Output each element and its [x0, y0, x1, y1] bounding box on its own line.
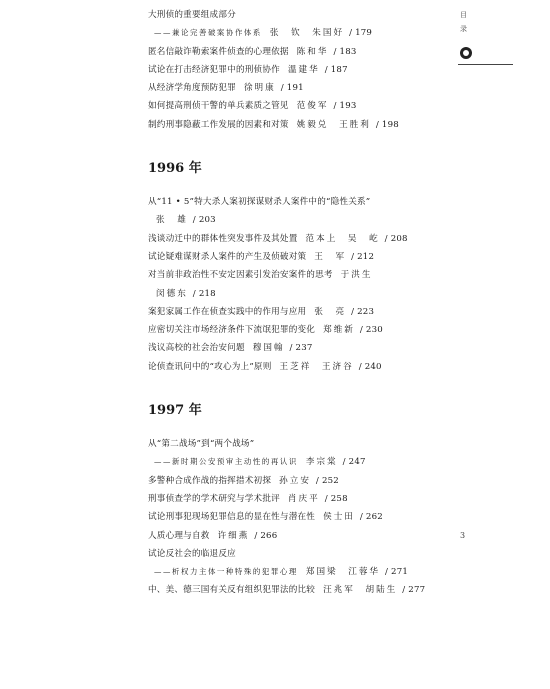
year-heading: 1996 年 [148, 161, 202, 177]
toc-entry[interactable] [148, 116, 448, 134]
entry-subtitle: ——新时期公安预审主动性的再认识 [154, 457, 298, 467]
toc-entry[interactable] [148, 79, 448, 97]
entry-author: 徐明康 [243, 83, 276, 94]
toc-entry[interactable] [148, 508, 448, 526]
entry-title: 浅议高校的社会治安问题 [148, 343, 245, 354]
entry-title: 多警种合成作战的指挥措术初探 [148, 475, 272, 486]
entry-author: 张 亮 [314, 306, 347, 317]
entry-page: / 230 [359, 325, 383, 336]
entry-author: 许细燕 [217, 530, 250, 541]
toc-entry[interactable] [148, 211, 448, 229]
toc-entry[interactable] [148, 193, 448, 211]
entry-author: 于洪生 [340, 270, 373, 281]
toc-entry[interactable] [148, 248, 448, 266]
entry-page: / 252 [315, 475, 339, 486]
toc-entry[interactable] [148, 6, 448, 24]
entry-author: 闵德东 [156, 288, 188, 299]
entry-title: 案犯家属工作在侦查实践中的作用与应用 [148, 306, 307, 317]
entry-title: 从经济学角度预防犯罪 [148, 83, 236, 94]
entry-author: 肖庆平 [287, 493, 320, 504]
toc-entry[interactable] [148, 581, 448, 599]
entry-page: / 271 [385, 567, 409, 578]
entry-subtitle: ——析权力主体一种特殊的犯罪心理 [154, 567, 298, 577]
toc-entry[interactable] [148, 563, 448, 581]
toc-entry[interactable] [148, 24, 448, 42]
entry-page: / 266 [254, 530, 278, 541]
entry-author: 郑国梁 江蓉华 [305, 567, 381, 578]
entry-title: 试论刑事犯现场犯罪信息的显在性与潜在性 [148, 512, 316, 523]
entry-author: 溫建华 [287, 64, 320, 75]
toc-entry[interactable] [148, 435, 448, 453]
toc-entry[interactable] [148, 230, 448, 248]
entry-title: 试论在打击经济犯罪中的刑侦协作 [148, 64, 280, 75]
toc-entry[interactable] [148, 358, 448, 376]
toc-group [148, 6, 448, 134]
entry-title: 从“第二战场”到“两个战场” [148, 439, 255, 450]
entry-author: 王芝祥 王济谷 [279, 361, 354, 372]
entry-page: / 262 [359, 512, 383, 523]
toc-entry[interactable] [148, 43, 448, 61]
entry-page: / 203 [192, 215, 216, 226]
toc-group [148, 193, 448, 376]
entry-title: 对当前非政治性不安定因素引发治安案件的思考 [148, 270, 333, 281]
toc-entry[interactable] [148, 97, 448, 115]
entry-author: 陈和华 [296, 46, 329, 57]
entry-author: 郑维新 [323, 325, 355, 336]
toc-entry[interactable] [148, 321, 448, 339]
entry-author: 穆国翰 [252, 343, 285, 354]
toc-entry[interactable] [148, 339, 448, 357]
entry-page: / 218 [192, 288, 216, 299]
toc-entry[interactable] [148, 303, 448, 321]
toc-group [148, 435, 448, 600]
toc-entry[interactable] [148, 266, 448, 284]
toc [148, 6, 448, 600]
entry-title: 如何提高刑侦干警的单兵素质之管见 [148, 101, 289, 112]
entry-title: 试论反社会的临退反应 [148, 548, 236, 559]
entry-page: / 212 [351, 251, 375, 262]
entry-title: 中、美、德三国有关反有组织犯罪法的比较 [148, 585, 316, 596]
sidebar-label: 录 [460, 25, 467, 33]
entry-page: / 208 [384, 233, 408, 244]
toc-entry[interactable] [148, 545, 448, 563]
sidebar [458, 8, 513, 36]
entry-title: 刑事侦查学的学术研究与学术批评 [148, 493, 280, 504]
toc-entry[interactable] [148, 527, 448, 545]
entry-page: / 247 [342, 457, 366, 468]
toc-entry[interactable] [148, 472, 448, 490]
sidebar-label: 目 [460, 11, 467, 19]
entry-author: 侯士田 [323, 512, 355, 523]
entry-author: 汪兆军 胡陆生 [323, 585, 398, 596]
year-heading: 1997 年 [148, 403, 202, 419]
entry-title: 匿名信敲诈勒索案件侦查的心理依据 [148, 46, 289, 57]
entry-title: 试论疑难谋财杀人案件的产生及侦破对策 [148, 251, 307, 262]
entry-title: 大刑侦的重要组成部分 [148, 10, 236, 20]
entry-page: / 258 [324, 493, 348, 504]
toc-entry[interactable] [148, 453, 448, 471]
entry-author: 姚毅兑 王胜利 [296, 119, 371, 130]
entry-page: / 198 [375, 119, 399, 130]
entry-page: / 179 [349, 28, 373, 39]
entry-page: / 183 [333, 46, 357, 57]
entry-title: 人质心理与自救 [148, 530, 210, 541]
disc-icon [460, 47, 472, 59]
entry-page: / 191 [280, 83, 304, 94]
entry-page: / 237 [289, 343, 313, 354]
entry-title: 制约刑事隐蔽工作发展的因素和对策 [148, 119, 289, 130]
entry-author: 张 雄 [156, 215, 188, 226]
toc-entry[interactable] [148, 61, 448, 79]
entry-title: 从“11 • 5”特大杀人案初探谋财杀人案件中的“隐性关系” [148, 197, 371, 208]
entry-page: / 223 [351, 306, 375, 317]
entry-title: 应密切关注市场经济条件下流氓犯罪的变化 [148, 325, 316, 336]
entry-subtitle: ——兼论完善破案协作体系 [154, 28, 262, 38]
entry-author: 孙立安 [279, 475, 311, 486]
entry-page: / 240 [358, 361, 382, 372]
entry-page: / 193 [333, 101, 357, 112]
entry-author: 王 军 [314, 251, 347, 262]
toc-entry[interactable] [148, 490, 448, 508]
entry-title: 论侦查讯问中的“攻心为上”原则 [148, 361, 272, 372]
entry-page: / 277 [402, 585, 426, 596]
entry-author: 范俊军 [296, 101, 329, 112]
entry-page: / 187 [324, 64, 348, 75]
entry-author: 李宗棠 [305, 457, 338, 468]
entry-author: 张 钦 朱国好 [269, 28, 345, 39]
page-number: 3 [460, 531, 466, 540]
entry-title: 浅谈动迁中的群体性突发事件及其处置 [148, 233, 298, 244]
toc-entry[interactable] [148, 285, 448, 303]
divider [458, 64, 513, 65]
entry-author: 范本上 吴 屹 [305, 233, 380, 244]
